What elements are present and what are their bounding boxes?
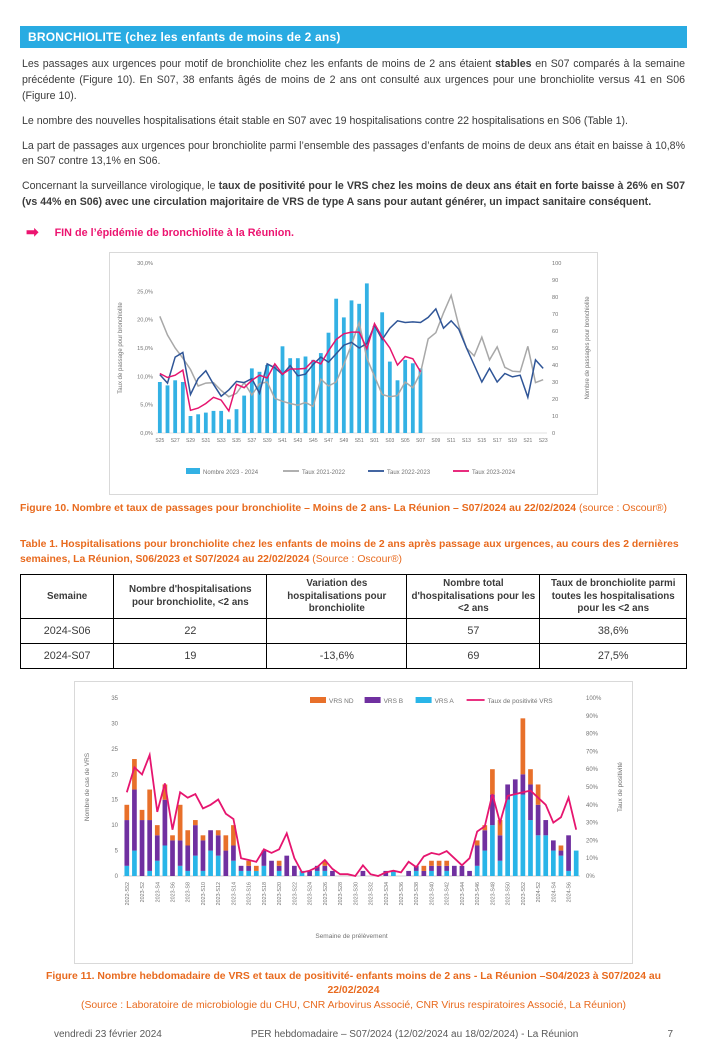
svg-text:2023-S42: 2023-S42 xyxy=(444,882,451,906)
svg-text:2023-S34: 2023-S34 xyxy=(383,882,390,906)
footer-report-title: PER hebdomadaire – S07/2024 (12/02/2024 au 18/02/2024) - La Réunion xyxy=(250,1029,579,1040)
svg-text:2023-S32: 2023-S32 xyxy=(368,882,375,906)
svg-text:50%: 50% xyxy=(586,785,599,791)
svg-text:S35: S35 xyxy=(232,438,241,445)
svg-text:S17: S17 xyxy=(492,438,502,445)
svg-text:Semaine de prélèvement: Semaine de prélèvement xyxy=(315,933,388,940)
page-footer xyxy=(20,1029,687,1040)
svg-text:S07: S07 xyxy=(416,438,425,445)
svg-text:S39: S39 xyxy=(262,438,272,445)
svg-text:10: 10 xyxy=(552,414,559,421)
svg-text:2023-S14: 2023-S14 xyxy=(231,882,238,906)
svg-text:2023-S38: 2023-S38 xyxy=(414,882,421,906)
svg-text:Taux 2022-2023: Taux 2022-2023 xyxy=(387,470,431,477)
table-cell: 57 xyxy=(407,619,540,644)
svg-text:10%: 10% xyxy=(586,856,599,863)
svg-text:S23: S23 xyxy=(538,438,548,445)
svg-text:70%: 70% xyxy=(586,749,599,756)
svg-text:2023-S20: 2023-S20 xyxy=(277,882,284,906)
fig10-bars xyxy=(158,284,422,434)
figure10-svg xyxy=(112,255,595,487)
svg-text:90: 90 xyxy=(552,278,559,285)
svg-text:S37: S37 xyxy=(247,438,257,445)
svg-text:60%: 60% xyxy=(586,767,599,774)
svg-text:VRS A: VRS A xyxy=(434,698,454,705)
table1-caption xyxy=(20,538,687,567)
text-segment: stables xyxy=(495,58,532,70)
text-segment: taux de positivité pour le VRS chez les moins de deux ans était en forte baisse à 26% en S07 (vs 44% en S06) avec une circulation majoritaire de VRS de type A sans pour autant générer, un impact sanitaire conséquent. xyxy=(22,180,685,209)
svg-text:Nombre de cas de VRS: Nombre de cas de VRS xyxy=(84,752,91,822)
svg-text:80: 80 xyxy=(552,295,559,302)
svg-text:S33: S33 xyxy=(216,438,226,445)
svg-text:25: 25 xyxy=(111,746,118,753)
paragraph-virologie xyxy=(22,179,685,211)
arrow-icon: ➡ xyxy=(26,224,39,242)
figure11-svg xyxy=(77,684,630,956)
epidemic-end-alert xyxy=(26,225,685,240)
table-cell: 2024-S06 xyxy=(21,619,114,644)
text-segment: Figure 11. Nombre hebdomadaire de VRS et taux de positivité- enfants moins de 2 ans - La Réunion –S04/2023 à S07/2024 au 22/02/2024 xyxy=(46,971,661,997)
svg-text:2023-S36: 2023-S36 xyxy=(399,882,406,906)
svg-text:40: 40 xyxy=(552,363,559,370)
svg-text:S27: S27 xyxy=(170,438,180,445)
fig10-legend xyxy=(186,468,516,476)
svg-text:0: 0 xyxy=(114,874,118,880)
svg-text:0%: 0% xyxy=(586,874,595,880)
text-segment: en S07 comparés à la semaine précédente (Figure 10). En S07, 38 enfants âgés de moins de 2 ans ont consulté aux urgences pour une bronchiolite versus 41 en S06 (Figure 10). xyxy=(22,58,685,102)
svg-text:2022-S52: 2022-S52 xyxy=(124,882,131,906)
svg-text:20: 20 xyxy=(111,772,118,779)
text-segment: Les passages aux urgences pour motif de bronchiolite chez les enfants de moins de 2 ans étaient xyxy=(22,58,496,70)
svg-text:Nombre de passages pour bronch: Nombre de passages pour bronchiolite xyxy=(585,296,591,400)
svg-text:S51: S51 xyxy=(354,438,364,445)
svg-text:S01: S01 xyxy=(370,438,379,445)
svg-text:2023-S40: 2023-S40 xyxy=(429,882,436,906)
paragraph-part-passages xyxy=(22,139,685,171)
svg-text:50: 50 xyxy=(552,346,559,353)
svg-text:Taux 2023-2024: Taux 2023-2024 xyxy=(472,470,516,477)
svg-text:10,0%: 10,0% xyxy=(137,374,153,381)
text-segment: Figure 10. Nombre et taux de passages pour bronchiolite – Moins de 2 ans- La Réunion – S07/2024 au 22/02/2024 xyxy=(20,503,579,515)
svg-text:2024-S2: 2024-S2 xyxy=(536,882,543,903)
svg-text:2023-S16: 2023-S16 xyxy=(246,882,253,906)
svg-text:2023-S18: 2023-S18 xyxy=(261,882,268,906)
table-cell: 27,5% xyxy=(540,644,687,669)
table-cell: 69 xyxy=(407,644,540,669)
column-header: Nombre d'hospitalisations pour bronchiolite, <2 ans xyxy=(114,575,267,619)
svg-text:2023-S2: 2023-S2 xyxy=(140,882,147,903)
svg-text:2023-S46: 2023-S46 xyxy=(475,882,482,906)
paragraph-passages xyxy=(22,57,685,105)
svg-text:40%: 40% xyxy=(586,802,599,809)
svg-text:S49: S49 xyxy=(339,438,349,445)
section-banner: BRONCHIOLITE (chez les enfants de moins de 2 ans) xyxy=(20,26,687,48)
svg-text:2023-S12: 2023-S12 xyxy=(216,882,223,906)
text-segment: (Source : Oscour®) xyxy=(312,553,402,565)
text-segment: Le nombre des nouvelles hospitalisations était stable en S07 avec 19 hospitalisations contre 22 hospitalisations en S06 (Table 1). xyxy=(22,114,628,127)
text-segment: (Source : Laboratoire de microbiologie du CHU, CNR Arbovirus Associé, CNR Virus respiratoires Associé, La Réunion) xyxy=(81,1000,626,1012)
svg-text:20,0%: 20,0% xyxy=(137,317,153,324)
svg-text:2023-S4: 2023-S4 xyxy=(155,882,162,903)
svg-text:2023-S22: 2023-S22 xyxy=(292,882,299,906)
svg-text:10: 10 xyxy=(111,823,118,830)
svg-text:30: 30 xyxy=(552,380,559,387)
svg-text:Nombre 2023 - 2024: Nombre 2023 - 2024 xyxy=(203,470,259,477)
svg-text:2023-S52: 2023-S52 xyxy=(520,882,527,906)
svg-text:VRS B: VRS B xyxy=(383,698,404,705)
svg-text:VRS ND: VRS ND xyxy=(329,698,354,705)
svg-text:5: 5 xyxy=(114,848,118,855)
table-cell: 22 xyxy=(114,619,267,644)
svg-text:S05: S05 xyxy=(400,438,410,445)
table-cell: -13,6% xyxy=(267,644,407,669)
hospitalisations-table xyxy=(20,574,687,669)
figure10-caption xyxy=(20,502,687,516)
column-header: Taux de bronchiolite parmi toutes les hospitalisations pour les <2 ans xyxy=(540,575,687,619)
svg-text:2024-S6: 2024-S6 xyxy=(566,882,573,903)
svg-text:30: 30 xyxy=(111,721,118,728)
svg-text:S21: S21 xyxy=(523,438,533,445)
table-cell: 38,6% xyxy=(540,619,687,644)
svg-text:S03: S03 xyxy=(385,438,395,445)
svg-text:2023-S24: 2023-S24 xyxy=(307,882,314,906)
svg-text:S15: S15 xyxy=(477,438,487,445)
alert-text: FIN de l’épidémie de bronchiolite à la Réunion. xyxy=(54,226,294,239)
footer-date: vendredi 23 février 2024 xyxy=(54,1029,162,1040)
svg-text:2023-S30: 2023-S30 xyxy=(353,882,360,906)
text-segment: (source : Oscour®) xyxy=(578,503,667,515)
svg-text:70: 70 xyxy=(552,312,559,319)
svg-text:20%: 20% xyxy=(586,838,599,845)
svg-text:S19: S19 xyxy=(508,438,517,445)
svg-text:S13: S13 xyxy=(462,438,471,445)
svg-text:S47: S47 xyxy=(324,438,333,445)
svg-text:S43: S43 xyxy=(293,438,303,445)
column-header: Semaine xyxy=(21,575,114,619)
svg-text:Taux de passage pour bronchiol: Taux de passage pour bronchiolite xyxy=(118,302,124,394)
svg-text:5,0%: 5,0% xyxy=(140,402,153,409)
figure10-chart xyxy=(109,252,598,495)
fig11-legend xyxy=(310,697,553,705)
svg-text:2023-S6: 2023-S6 xyxy=(170,882,177,903)
svg-text:20: 20 xyxy=(552,397,559,404)
svg-text:35: 35 xyxy=(111,696,118,702)
figure11-chart xyxy=(74,681,633,964)
column-header: Variation des hospitalisations pour bronchiolite xyxy=(267,575,407,619)
svg-text:2023-S28: 2023-S28 xyxy=(338,882,345,906)
footer-page-number: 7 xyxy=(667,1029,673,1040)
svg-text:2024-S4: 2024-S4 xyxy=(551,882,558,903)
table-cell: 2024-S07 xyxy=(21,644,114,669)
table-row xyxy=(21,644,687,669)
table-cell xyxy=(267,619,407,644)
svg-text:2023-S48: 2023-S48 xyxy=(490,882,497,906)
svg-text:S41: S41 xyxy=(278,438,287,445)
svg-text:15,0%: 15,0% xyxy=(137,346,153,353)
figure11-caption-line1 xyxy=(20,970,687,998)
svg-text:100: 100 xyxy=(552,261,562,268)
svg-text:S45: S45 xyxy=(308,438,318,445)
svg-text:30%: 30% xyxy=(586,820,599,827)
svg-text:2023-S44: 2023-S44 xyxy=(459,882,466,906)
svg-text:Taux de positivité: Taux de positivité xyxy=(617,762,624,812)
table-row xyxy=(21,619,687,644)
svg-text:0: 0 xyxy=(552,431,556,438)
svg-text:S31: S31 xyxy=(201,438,211,445)
text-segment: La part de passages aux urgences pour bronchiolite parmi l’ensemble des passages d’enfants de moins de deux ans était en baisse à 10,8% en S07 contre 13,1% en S06. xyxy=(22,139,685,168)
svg-text:100%: 100% xyxy=(586,696,602,702)
text-segment: Concernant la surveillance virologique, le xyxy=(22,180,219,193)
svg-text:S09: S09 xyxy=(431,438,441,445)
svg-text:2023-S10: 2023-S10 xyxy=(200,882,207,906)
svg-text:S11: S11 xyxy=(446,438,456,445)
svg-text:2023-S8: 2023-S8 xyxy=(185,882,192,903)
svg-text:0,0%: 0,0% xyxy=(140,431,153,438)
svg-text:25,0%: 25,0% xyxy=(137,289,153,296)
svg-text:Taux 2021-2022: Taux 2021-2022 xyxy=(302,470,346,477)
svg-text:S29: S29 xyxy=(186,438,195,445)
fig11-stacked-bars xyxy=(124,718,578,876)
svg-text:30,0%: 30,0% xyxy=(137,261,153,268)
svg-text:2023-S50: 2023-S50 xyxy=(505,882,512,906)
svg-text:90%: 90% xyxy=(586,713,599,720)
table-cell: 19 xyxy=(114,644,267,669)
svg-text:Taux de positivité VRS: Taux de positivité VRS xyxy=(487,698,553,705)
text-segment: Table 1. Hospitalisations pour bronchiolite chez les enfants de moins de 2 ans après passage aux urgences, au cours des 2 dernières semaines, La Réunion, S06/2023 et S07/2024 au 22/02/2024 xyxy=(20,539,679,565)
figure11-caption-line2 xyxy=(20,999,687,1013)
svg-text:60: 60 xyxy=(552,329,559,336)
column-header: Nombre total d'hospitalisations pour les <2 ans xyxy=(407,575,540,619)
svg-text:80%: 80% xyxy=(586,731,599,738)
svg-text:2023-S26: 2023-S26 xyxy=(322,882,329,906)
paragraph-hospitalisations xyxy=(22,114,685,130)
svg-text:15: 15 xyxy=(111,797,118,804)
table-header-row xyxy=(21,575,687,619)
svg-text:S25: S25 xyxy=(155,438,165,445)
